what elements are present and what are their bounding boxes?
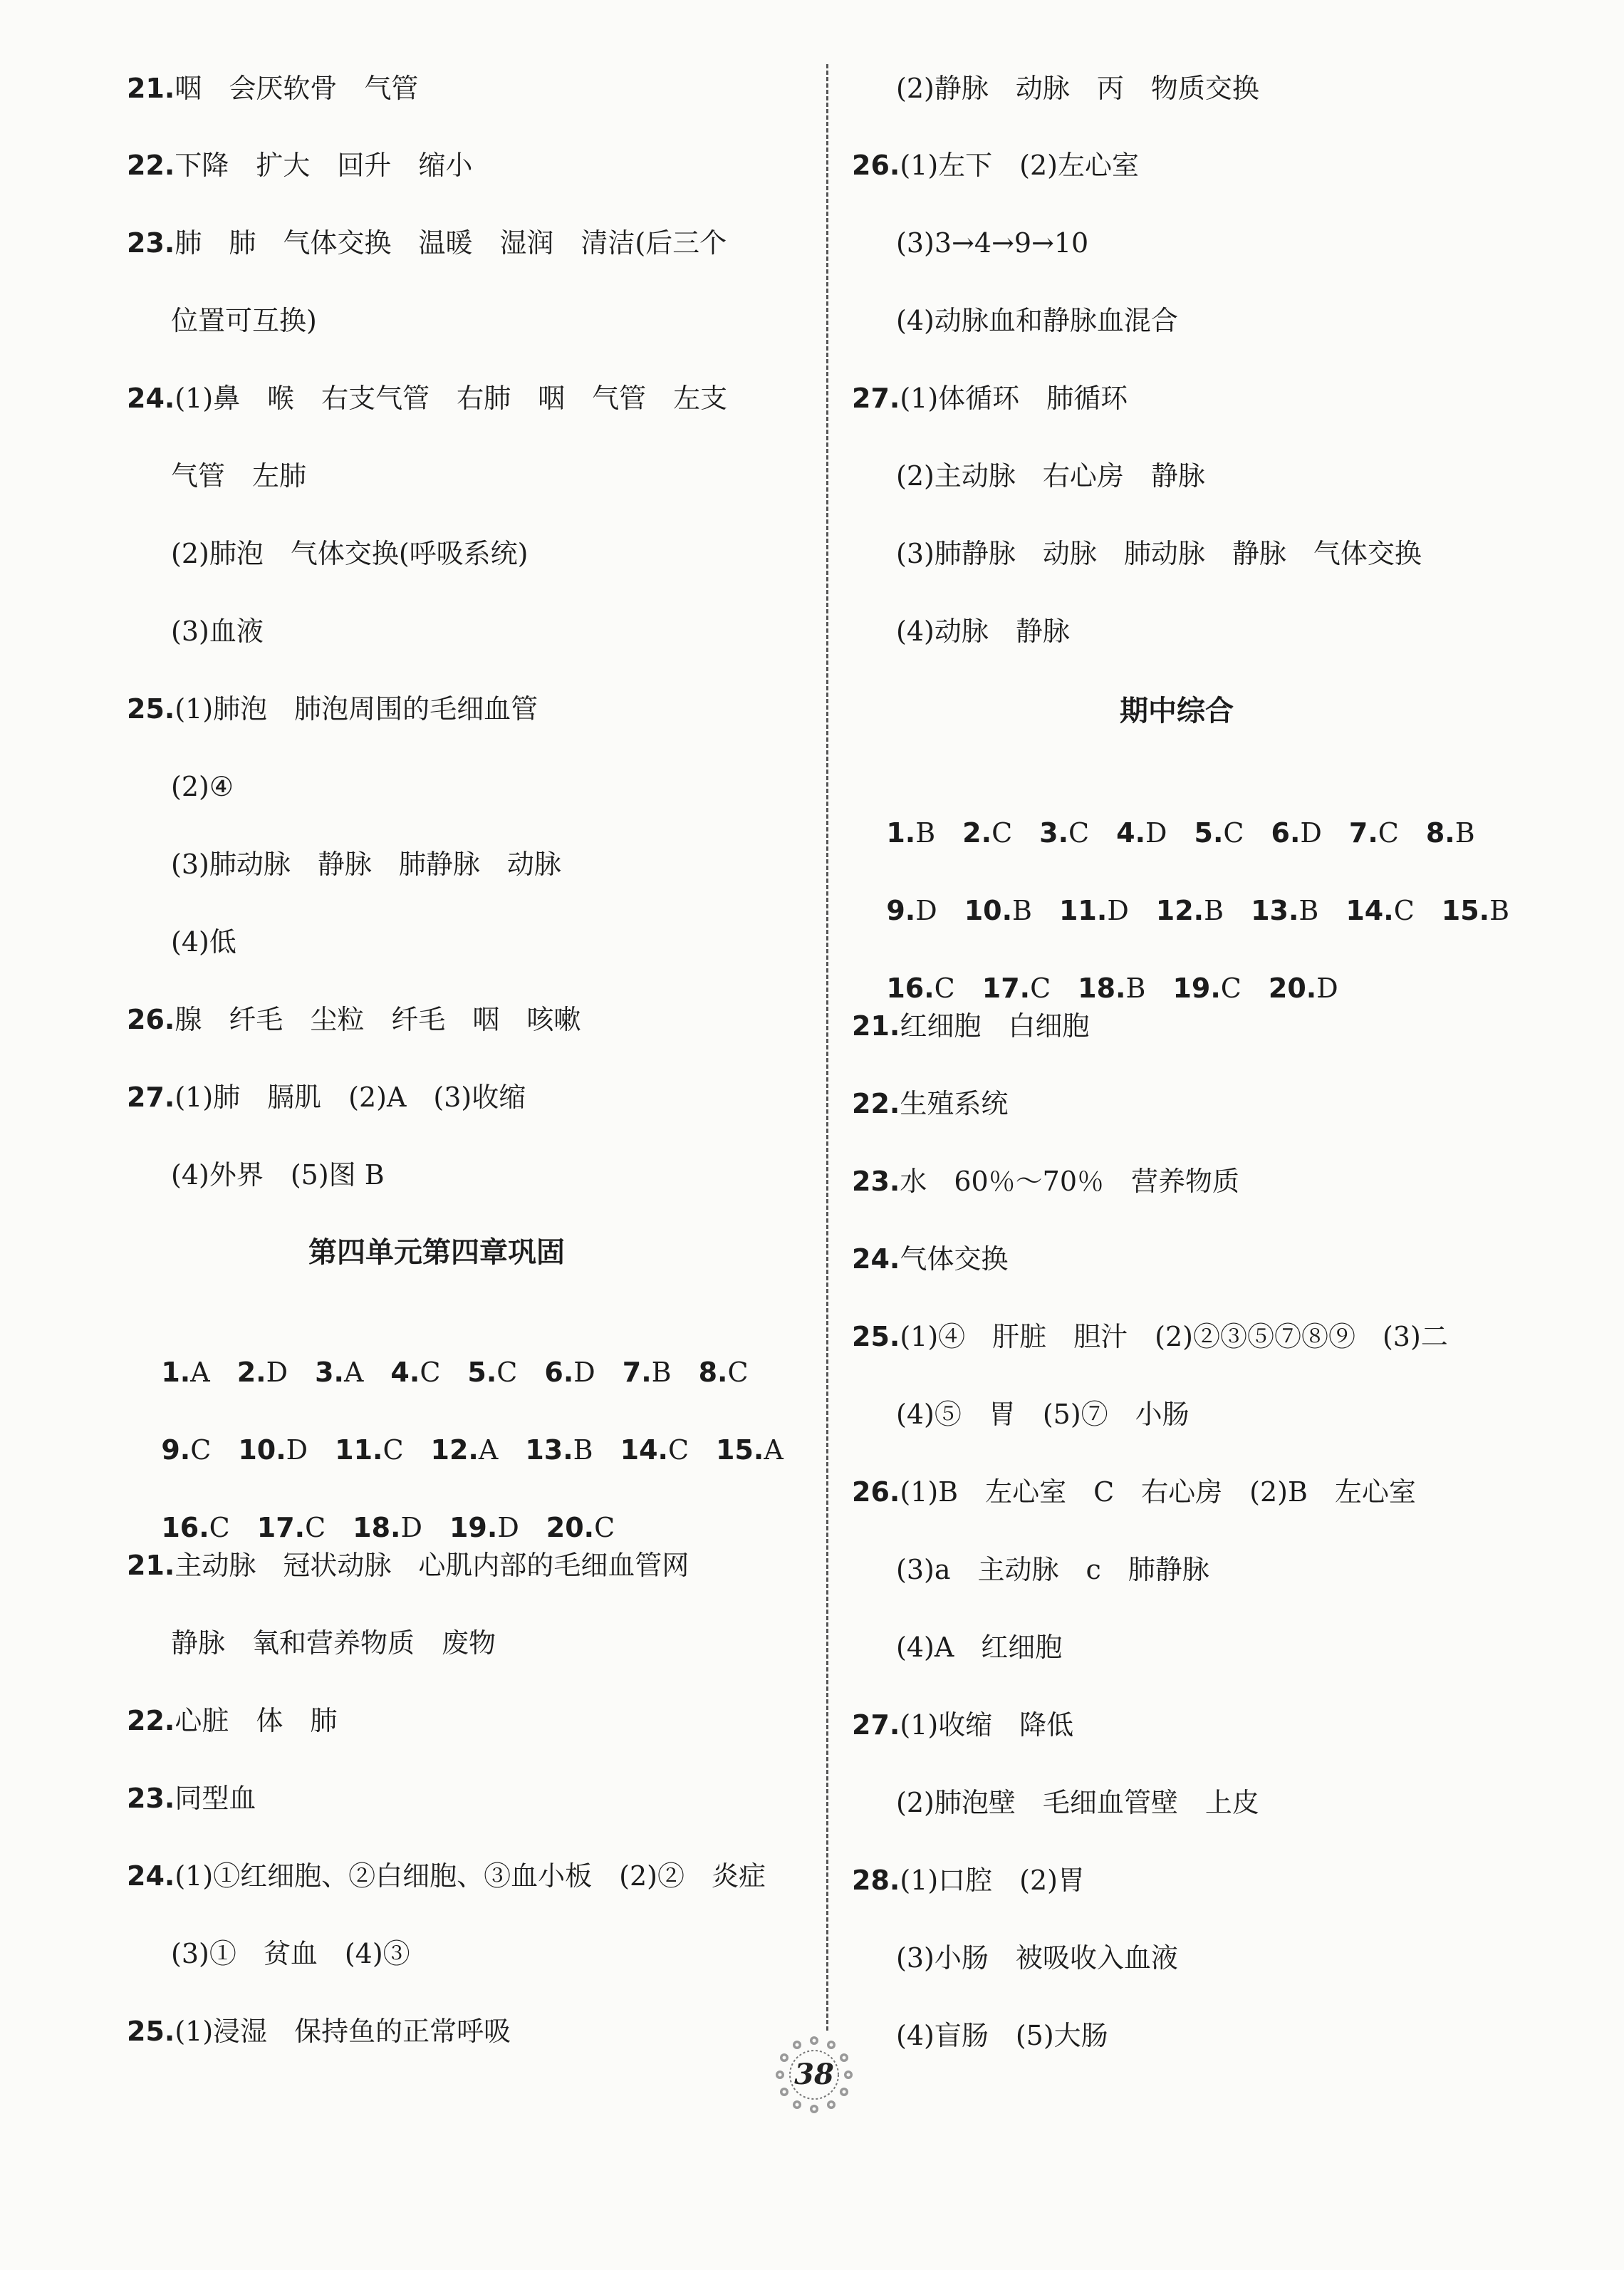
question-number: 20. <box>546 1512 595 1543</box>
question-number: 17. <box>982 973 1031 1004</box>
mc-answer: D <box>1145 817 1167 849</box>
mc-answer: C <box>934 973 955 1004</box>
question-number: 26. <box>852 1476 900 1508</box>
question-number: 19. <box>449 1512 498 1543</box>
answer-continuation: (4)A 红细胞 <box>896 1632 1063 1663</box>
question-number: 26. <box>852 150 900 181</box>
question-number: 1. <box>886 817 916 849</box>
question-number: 4. <box>390 1357 420 1388</box>
answer-line <box>127 1077 526 1117</box>
question-number: 21. <box>852 1010 900 1042</box>
answer-continuation: (2)④ <box>171 771 234 802</box>
question-number: 16. <box>161 1512 209 1543</box>
question-number: 11. <box>335 1434 383 1466</box>
answer-text: (1)收缩 降低 <box>900 1709 1074 1741</box>
answer-continuation: (3)a 主动脉 c 肺静脉 <box>896 1554 1209 1585</box>
answer-line <box>852 1006 1089 1046</box>
answer-line <box>852 1472 1416 1512</box>
mc-answer: C <box>305 1512 326 1543</box>
mc-row <box>852 928 1338 1004</box>
mc-answer: B <box>915 817 936 849</box>
question-number: 12. <box>1155 895 1204 926</box>
mc-answer: A <box>764 1434 784 1466</box>
answer-line <box>127 145 472 185</box>
question-number: 28. <box>852 1865 900 1896</box>
mc-answer: C <box>209 1512 230 1543</box>
answer-text: (1)肺 膈肌 (2)A (3)收缩 <box>175 1082 526 1113</box>
mc-answer: B <box>1298 895 1319 926</box>
question-number: 8. <box>1425 817 1455 849</box>
mc-answer: D <box>1316 973 1338 1004</box>
answer-line <box>852 378 1128 418</box>
question-number: 25. <box>852 1321 900 1352</box>
mc-answer: B <box>1012 895 1032 926</box>
mc-answer: D <box>1107 895 1129 926</box>
question-number: 20. <box>1268 973 1317 1004</box>
question-number: 3. <box>1039 817 1069 849</box>
answer-continuation: (4)⑤ 胃 (5)⑦ 小肠 <box>896 1399 1190 1430</box>
answer-continuation: 位置可互换) <box>171 305 317 336</box>
answer-text: 红细胞 白细胞 <box>900 1010 1090 1042</box>
answer-continuation: (4)动脉 静脉 <box>896 616 1070 647</box>
question-number: 2. <box>236 1357 266 1388</box>
answer-text: 咽 会厌软骨 气管 <box>175 73 419 104</box>
answer-line <box>852 1239 1008 1279</box>
question-number: 12. <box>430 1434 479 1466</box>
question-number: 22. <box>127 150 175 181</box>
answer-text: (1)肺泡 肺泡周围的毛细血管 <box>175 693 538 725</box>
answer-text: 下降 扩大 回升 缩小 <box>175 150 473 181</box>
question-number: 7. <box>1348 817 1378 849</box>
question-number: 13. <box>525 1434 573 1466</box>
answer-line <box>852 1161 1239 1201</box>
answer-text: (1)鼻 喉 右支气管 右肺 咽 气管 左支 <box>175 383 728 414</box>
mc-answer: D <box>497 1512 519 1543</box>
mc-row <box>127 1390 784 1466</box>
answer-text: (1)口腔 (2)胃 <box>900 1865 1085 1896</box>
question-number: 6. <box>1271 817 1301 849</box>
answer-line <box>127 1701 337 1741</box>
mc-answer: C <box>496 1357 518 1388</box>
question-number: 23. <box>127 1783 175 1814</box>
mc-answer: A <box>478 1434 499 1466</box>
mc-row <box>127 1312 749 1388</box>
mc-answer: D <box>573 1357 595 1388</box>
answer-text: 生殖系统 <box>900 1088 1009 1119</box>
mc-answer: A <box>343 1357 364 1388</box>
question-number: 6. <box>544 1357 574 1388</box>
question-number: 4. <box>1116 817 1146 849</box>
answer-continuation: (4)盲肠 (5)大肠 <box>896 2020 1108 2051</box>
mc-answer: B <box>1125 973 1146 1004</box>
question-number: 15. <box>716 1434 764 1466</box>
question-number: 25. <box>127 2016 175 2047</box>
answer-text: (1)左下 (2)左心室 <box>900 150 1139 181</box>
question-number: 22. <box>127 1705 175 1736</box>
answer-continuation: (2)肺泡壁 毛细血管壁 上皮 <box>896 1787 1259 1818</box>
answer-line <box>127 1778 256 1818</box>
section-title: 期中综合 <box>1120 695 1234 727</box>
mc-answer: C <box>382 1434 404 1466</box>
question-number: 10. <box>238 1434 286 1466</box>
answer-line <box>852 1084 1008 1124</box>
answer-line <box>127 689 538 729</box>
question-number: 23. <box>127 227 175 259</box>
question-number: 14. <box>1345 895 1394 926</box>
question-number: 3. <box>315 1357 344 1388</box>
answer-text: 肺 肺 气体交换 温暖 湿润 清洁(后三个 <box>175 227 727 259</box>
question-number: 14. <box>620 1434 668 1466</box>
question-number: 27. <box>852 383 900 414</box>
mc-answer: D <box>915 895 937 926</box>
answer-line <box>127 1545 689 1585</box>
question-number: 25. <box>127 693 175 725</box>
question-number: 21. <box>127 1550 175 1581</box>
answer-line <box>127 378 727 418</box>
answer-continuation: (2)肺泡 气体交换(呼吸系统) <box>171 538 529 569</box>
section-title: 第四单元第四章巩固 <box>308 1236 565 1269</box>
answer-continuation: (4)外界 (5)图 B <box>171 1159 385 1191</box>
answer-continuation: (3)肺动脉 静脉 肺静脉 动脉 <box>171 849 561 880</box>
question-number: 22. <box>852 1088 900 1119</box>
mc-answer: C <box>420 1357 441 1388</box>
mc-answer: C <box>727 1357 749 1388</box>
question-number: 8. <box>698 1357 728 1388</box>
answer-text: (1)B 左心室 C 右心房 (2)B 左心室 <box>900 1476 1416 1508</box>
question-number: 24. <box>852 1243 900 1275</box>
mc-answer: D <box>286 1434 308 1466</box>
answer-line <box>852 1860 1085 1900</box>
question-number: 5. <box>1194 817 1224 849</box>
question-number: 27. <box>852 1709 900 1741</box>
mc-answer: B <box>1204 895 1224 926</box>
answer-text: (1)浸湿 保持鱼的正常呼吸 <box>175 2016 511 2047</box>
mc-answer: A <box>190 1357 210 1388</box>
question-number: 11. <box>1058 895 1108 926</box>
mc-row <box>852 851 1510 926</box>
mc-answer: D <box>1300 817 1322 849</box>
answer-continuation: (3)肺静脉 动脉 肺动脉 静脉 气体交换 <box>896 538 1422 569</box>
mc-answer: C <box>1378 817 1399 849</box>
answer-continuation: (2)主动脉 右心房 静脉 <box>896 460 1205 492</box>
answer-continuation: (3)① 贫血 (4)③ <box>171 1938 410 1969</box>
answer-line <box>127 1000 581 1040</box>
mc-answer: C <box>594 1512 615 1543</box>
question-number: 18. <box>1078 973 1126 1004</box>
answer-line <box>127 1856 766 1896</box>
mc-answer: B <box>573 1434 593 1466</box>
answer-line <box>852 145 1139 185</box>
mc-answer: B <box>1454 817 1475 849</box>
answer-text: 心脏 体 肺 <box>175 1705 338 1736</box>
answer-text: 气体交换 <box>900 1243 1009 1275</box>
mc-answer: C <box>1220 973 1242 1004</box>
question-number: 26. <box>127 1004 175 1035</box>
answer-continuation: 静脉 氧和营养物质 废物 <box>171 1627 496 1659</box>
question-number: 13. <box>1251 895 1299 926</box>
answer-text: 腺 纤毛 尘粒 纤毛 咽 咳嗽 <box>175 1004 581 1035</box>
mc-answer: C <box>1030 973 1051 1004</box>
answer-text: 主动脉 冠状动脉 心肌内部的毛细血管网 <box>175 1550 689 1581</box>
answer-text: (1)体循环 肺循环 <box>900 383 1128 414</box>
answer-text: 水 60％～70％ 营养物质 <box>900 1166 1240 1197</box>
mc-answer: C <box>1223 817 1244 849</box>
question-number: 5. <box>467 1357 497 1388</box>
mc-answer: D <box>266 1357 288 1388</box>
mc-row <box>127 1468 615 1543</box>
question-number: 19. <box>1172 973 1221 1004</box>
answer-text: 同型血 <box>175 1783 256 1814</box>
answer-continuation: (3)小肠 被吸收入血液 <box>896 1942 1178 1974</box>
question-number: 16. <box>886 973 935 1004</box>
answer-line <box>852 1317 1448 1357</box>
question-number: 23. <box>852 1166 900 1197</box>
mc-answer: B <box>1489 895 1510 926</box>
mc-answer: C <box>1393 895 1415 926</box>
question-number: 15. <box>1441 895 1490 926</box>
mc-answer: C <box>667 1434 689 1466</box>
answer-continuation: (2)静脉 动脉 丙 物质交换 <box>896 73 1259 104</box>
question-number: 2. <box>962 817 992 849</box>
answer-continuation: (4)动脉血和静脉血混合 <box>896 305 1178 336</box>
column-divider <box>826 64 828 2031</box>
question-number: 1. <box>161 1357 191 1388</box>
question-number: 27. <box>127 1082 175 1113</box>
mc-answer: C <box>190 1434 212 1466</box>
answer-continuation: 气管 左肺 <box>171 460 307 492</box>
answer-line <box>127 2011 511 2051</box>
answer-line <box>127 68 418 108</box>
mc-answer: C <box>991 817 1013 849</box>
page-number-badge <box>771 2032 857 2118</box>
question-number: 9. <box>161 1434 191 1466</box>
answer-continuation: (3)3→4→9→10 <box>896 227 1089 259</box>
question-number: 24. <box>127 383 175 414</box>
question-number: 9. <box>886 895 916 926</box>
question-number: 24. <box>127 1860 175 1892</box>
answer-text: (1)④ 肝脏 胆汁 (2)②③⑤⑦⑧⑨ (3)二 <box>900 1321 1448 1352</box>
answer-continuation: (3)血液 <box>171 616 264 647</box>
question-number: 21. <box>127 73 175 104</box>
mc-answer: C <box>1068 817 1090 849</box>
question-number: 18. <box>353 1512 401 1543</box>
answer-line <box>127 223 727 263</box>
mc-answer: D <box>400 1512 422 1543</box>
mc-row <box>852 773 1475 849</box>
question-number: 17. <box>256 1512 306 1543</box>
question-number: 10. <box>964 895 1013 926</box>
mc-answer: B <box>651 1357 672 1388</box>
page-number: 38 <box>794 2058 834 2091</box>
answer-continuation: (4)低 <box>171 926 236 958</box>
answer-line <box>852 1705 1073 1745</box>
answer-text: (1)①红细胞、②白细胞、③血小板 (2)② 炎症 <box>175 1860 766 1892</box>
question-number: 7. <box>622 1357 652 1388</box>
